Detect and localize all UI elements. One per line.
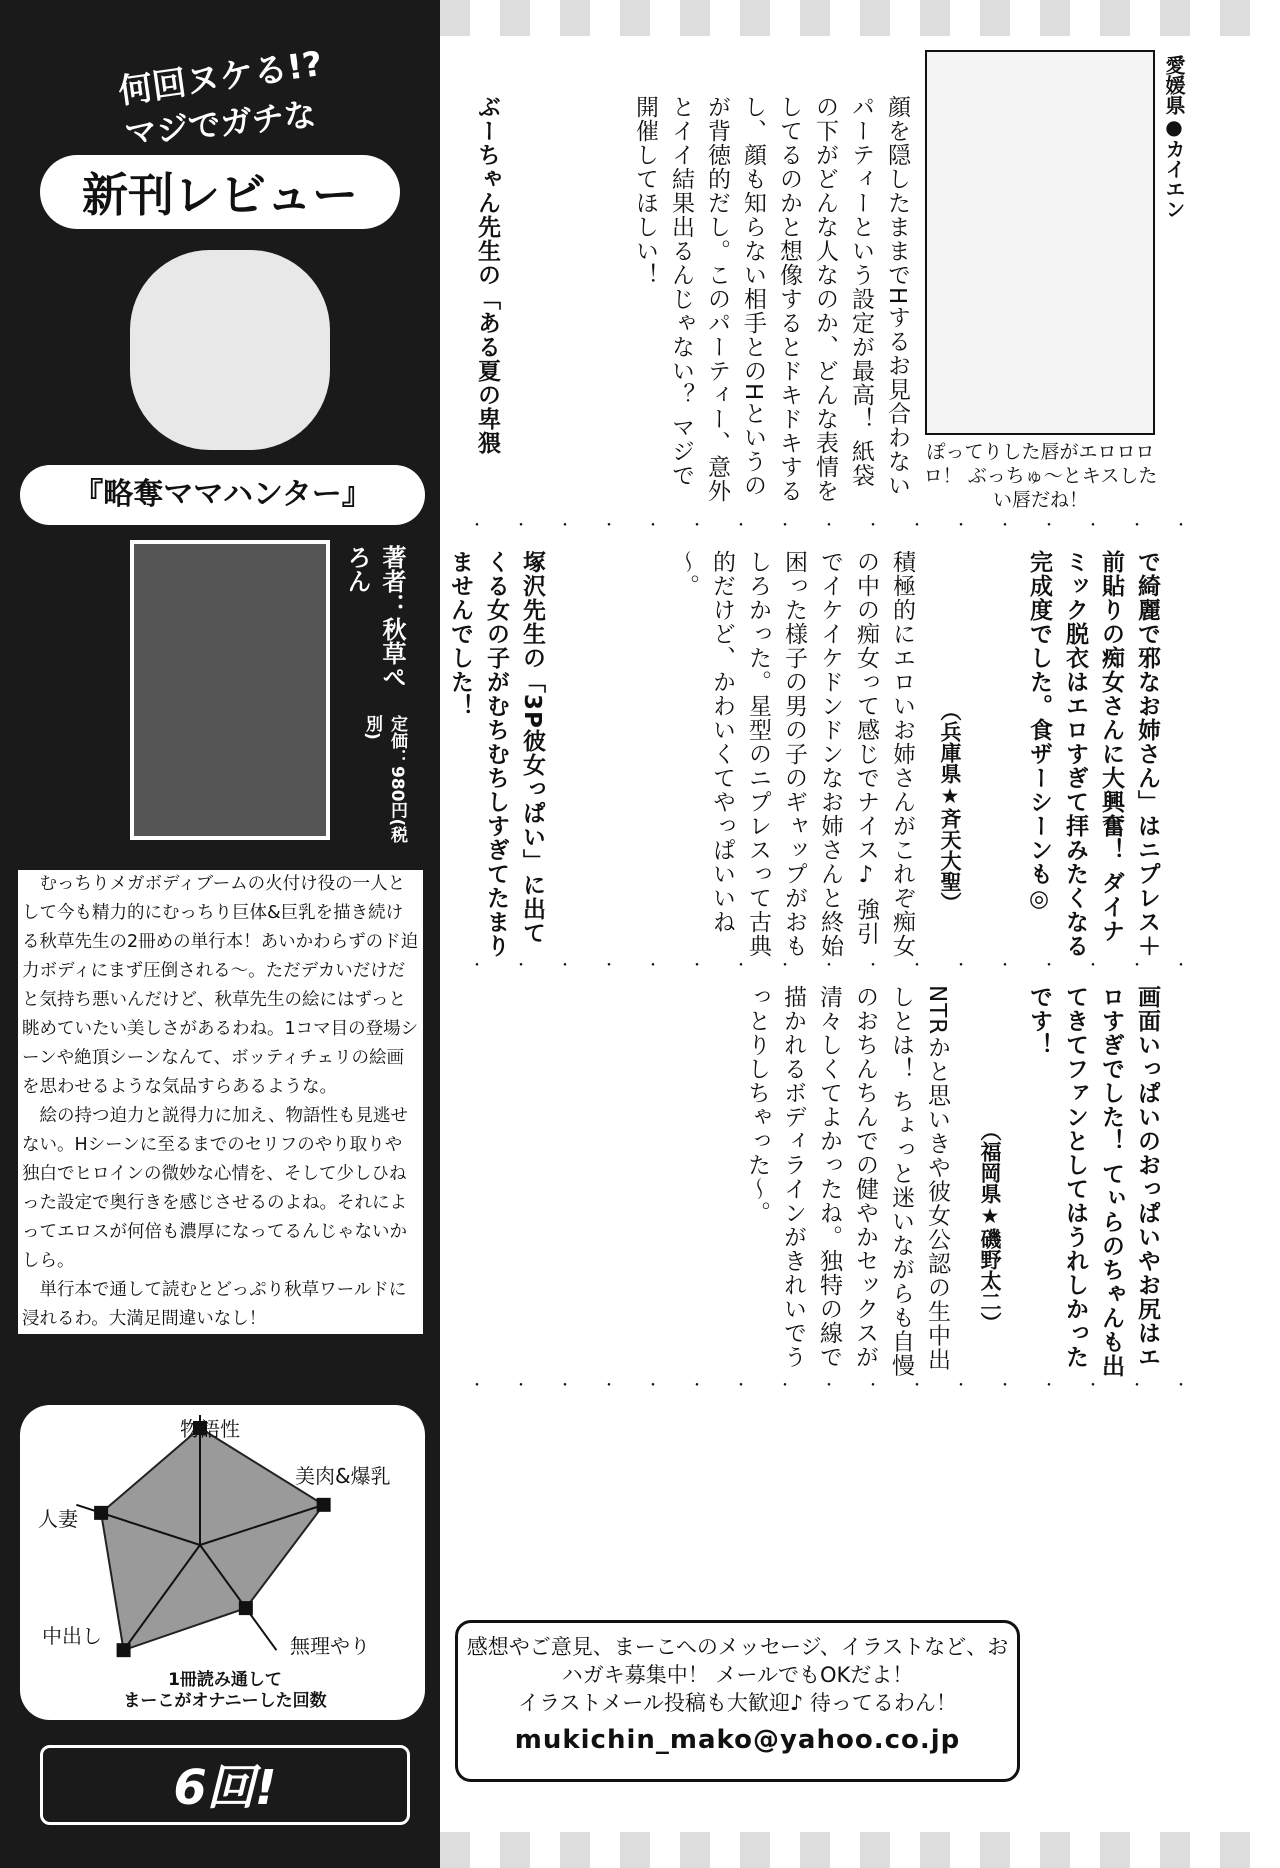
email-address[interactable]: mukichin_mako@yahoo.co.jp [514,1725,961,1755]
letter-signature: （福岡県★磯野太二） [978,1120,1002,1333]
review-column [0,0,440,1868]
letter-text: 塚沢先生の「3P彼女っぱい」に出てくる女の子がむちむちしすぎてたまりませんでした！ [447,550,545,958]
title-line-3: 新刊レビュー [40,155,400,229]
review-text [18,870,423,1334]
letter-text: 積極的にエロいお姉さんがこれぞ痴女の中の痴女って感じでナイス♪ 強引でイケイケドンドンなお姉さんと終始困った様子の男の子のギャップがおもしろかった。星型のニプレスって古典的だけど、かわいくてやっぱいいね～。 [673,550,915,958]
result-count: 6回! [40,1745,410,1825]
bottom-stripe [440,1832,1280,1868]
axis-label: 無理やり [290,1634,370,1658]
illustration-credit: 愛媛県●カイエン [1162,55,1186,219]
divider: ・・・・・・・・・・・・・・・・・ [470,1378,1218,1394]
illustration-caption: ぽってりした唇がエロロロロ！ ぶっちゅ～とキスしたい唇だね！ [923,441,1158,511]
title-line-1: 何回ヌケる!? [116,43,325,113]
author: 著者：秋草ぺろん [343,545,406,689]
reader-illustration [925,50,1155,435]
mascot-illustration [130,250,330,450]
radar-point [117,1643,131,1657]
caption-line: まーこがオナニーした回数 [123,1691,327,1711]
divider: ・・・・・・・・・・・・・・・・・ [470,518,1218,534]
letter-text: 画面いっぱいのおっぱいやお尻はエロすぎでした！ てぃらのちゃんも出てきてファンとしてはうれしかったです！ [1026,985,1160,1379]
radar-point [239,1601,253,1615]
radar-point [94,1506,108,1520]
review-paragraph: 単行本で通して読むとどっぷり秋草ワールドに浸れるわ。大満足間違いなし！ [22,1280,407,1329]
letter-signature: （兵庫県★斉天大聖） [938,700,962,913]
axis-label: 中出し [42,1624,102,1648]
book-title: 『略奪ママハンター』 [20,465,425,525]
letter-text: NTRかと思いきや彼女公認の生中出しとは！ ちょっと迷いながらも自慢のおちんちんでの健やかセックスが清々しくてよかったね。独特の線で描かれるボディラインがきれいでうっとりしちゃった～。 [744,985,950,1378]
book-cover-image [130,540,330,840]
top-stripe [440,0,1280,36]
radar-area [101,1428,324,1650]
letter-text: で綺麗で邪なお姉さん」はニプレス＋前貼りの痴女さんに大興奮！ ダイナミック脱衣はエロすぎて拝みたくなる完成度でした。食ザーシーンも◎ [1026,550,1160,958]
axis-label: 人妻 [38,1507,78,1531]
corner-title [20,30,420,230]
message-line: 感想やご意見、まーこへのメッセージ、イラストなど、おハガキ募集中！ メールでもOKだよ！ [466,1635,1009,1687]
book-credits [340,545,410,845]
axis-label: 物語性 [180,1417,240,1441]
chart-caption [80,1670,370,1712]
letter-text: 顔を隠したままでHするお見合わないパーティーという設定が最高！ 紙袋の下がどんな人なのか、どんな表情をしてるのかと想像するとドキドキするし、顔も知らない相手とのHというのが背徳的だし。このパーティー、意外とイイ結果出るんじゃない？ マジで開催してほしい！ [632,95,910,503]
divider: ・・・・・・・・・・・・・・・・・ [470,958,1218,974]
review-paragraph: 絵の持つ迫力と説得力に加え、物語性も見逃せない。Hシーンに至るまでのセリフのやり取りや独白でヒロインの微妙な心情を、そして少しひねった設定で奥行きを感じさせるのよね。それによってエロスが何倍も濃厚になってるんじゃないかしら。 [22,1106,409,1271]
price: 定価：980円(税別) [362,714,407,843]
axis-label: 美肉&爆乳 [295,1464,391,1488]
submission-box [455,1620,1020,1782]
letter-text: ぶーちゃん先生の「ある夏の卑猥 [474,95,500,455]
review-paragraph: むっちりメガボディブームの火付け役の一人として今も精力的にむっちり巨体&巨乳を描き続ける秋草先生の2冊めの単行本！あいかわらずのド迫力ボディにまず圧倒される～。ただデカいだけだと気持ち悪いんだけど、秋草先生の絵にはずっと眺めていたい美しさがあるわね。1コマ目の登場シーンや絶頂シーンなんて、ボッティチェリの絵画を思わせるような気品すらあるような。 [22,874,419,1097]
radar-chart [20,1405,425,1720]
message-line: イラストメール投稿も大歓迎♪ 待ってるわん！ [518,1691,957,1715]
radar-point [317,1498,331,1512]
title-line-2: マジでガチな [122,95,318,153]
caption-line: 1冊読み通して [168,1670,282,1690]
